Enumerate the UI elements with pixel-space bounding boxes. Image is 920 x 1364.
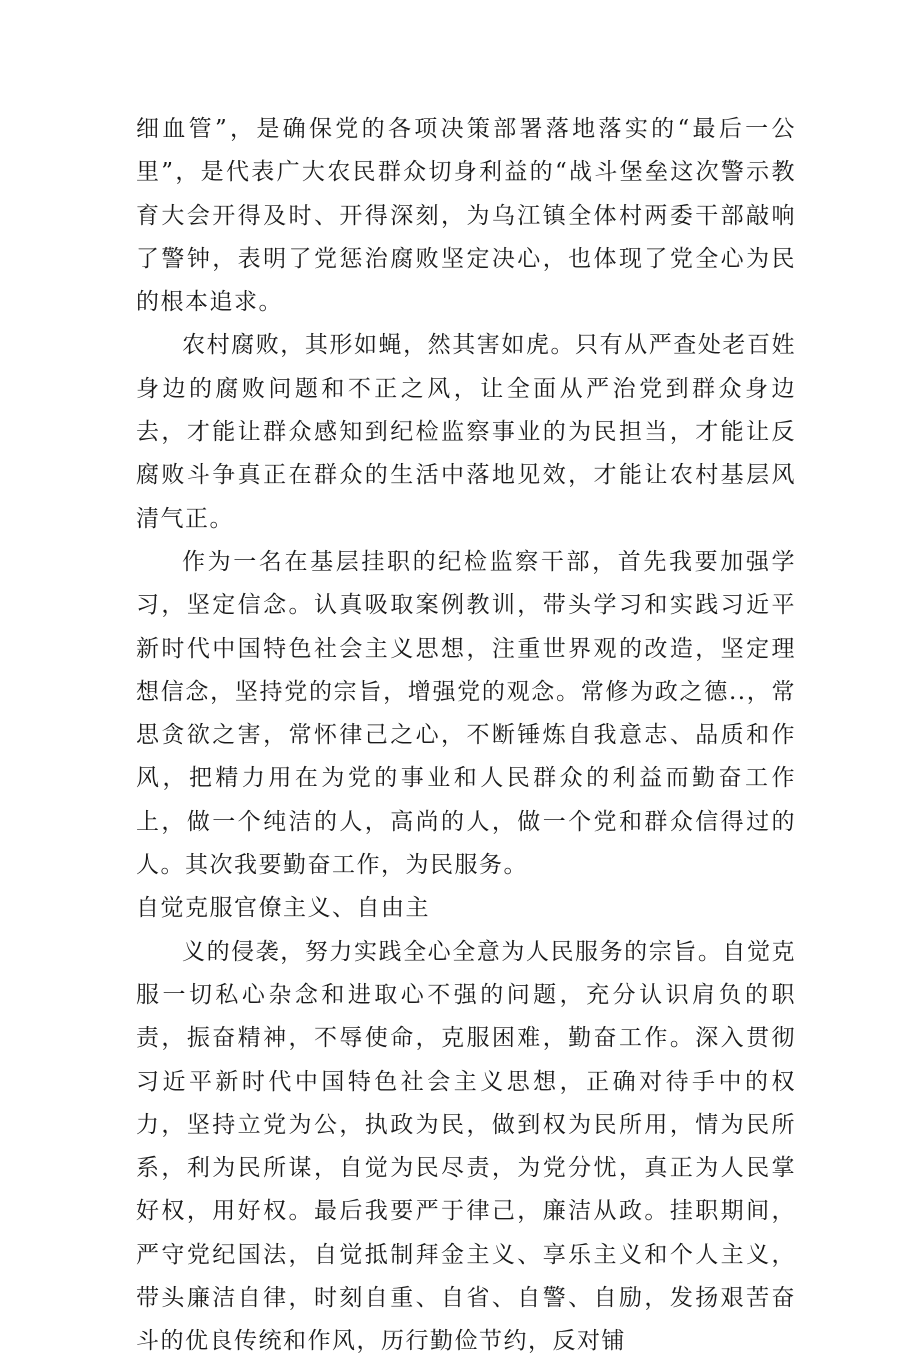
paragraph-3: 作为一名在基层挂职的纪检监察干部，首先我要加强学习，坚定信念。认真吸取案例教训，带头学习和实践习近平新时代中国特色社会主义思想，注重世界观的改造，坚定理想信念，坚持党的宗旨，增强党的观念。常修为政之德..，常思贪欲之害，常怀律己之心，不断锤炼自我意志、品质和作风，把精力用在为党的事业和人民群众的利益而勤奋工作上，做一个纯洁的人，高尚的人，做一个党和群众信得过的人。其次我要勤奋工作，为民服务。 [136,548,796,879]
paragraph-2: 农村腐败，其形如蝇，然其害如虎。只有从严查处老百姓身边的腐败问题和不正之风，让全面从严治党到群众身边去，才能让群众感知到纪检监察事业的为民担当，才能让反腐败斗争真正在群众的生活中落地见效，才能让农村基层风清气正。 [136,332,796,532]
paragraph-4: 自觉克服官僚主义、自由主 [136,895,430,922]
body-text [136,108,796,1364]
paragraph-5: 义的侵袭，努力实践全心全意为人民服务的宗旨。自觉克服一切私心杂念和进取心不强的问题，充分认识肩负的职责，振奋精神，不辱使命，克服困难，勤奋工作。深入贯彻习近平新时代中国特色社会主义思想，正确对待手中的权力，坚持立党为公，执政为民，做到权为民所用，情为民所系，利为民所谋，自觉为民尽责，为党分忧，真正为人民掌好权，用好权。最后我要严于律己，廉洁从政。挂职期间，严守党纪国法，自觉抵制拜金主义、享乐主义和个人主义，带头廉洁自律，时刻自重、自省、自警、自励，发扬艰苦奋斗的优良传统和作风，历行勤俭节约，反对铺 [136,938,796,1355]
paragraph-1: 细血管”，是确保党的各项决策部署落地落实的“最后一公里”，是代表广大农民群众切身利益的“战斗堡垒这次警示教育大会开得及时、开得深刻，为乌江镇全体村两委干部敲响了警钟，表明了党惩治腐败坚定决心，也体现了党全心为民的根本追求。 [136,116,796,316]
